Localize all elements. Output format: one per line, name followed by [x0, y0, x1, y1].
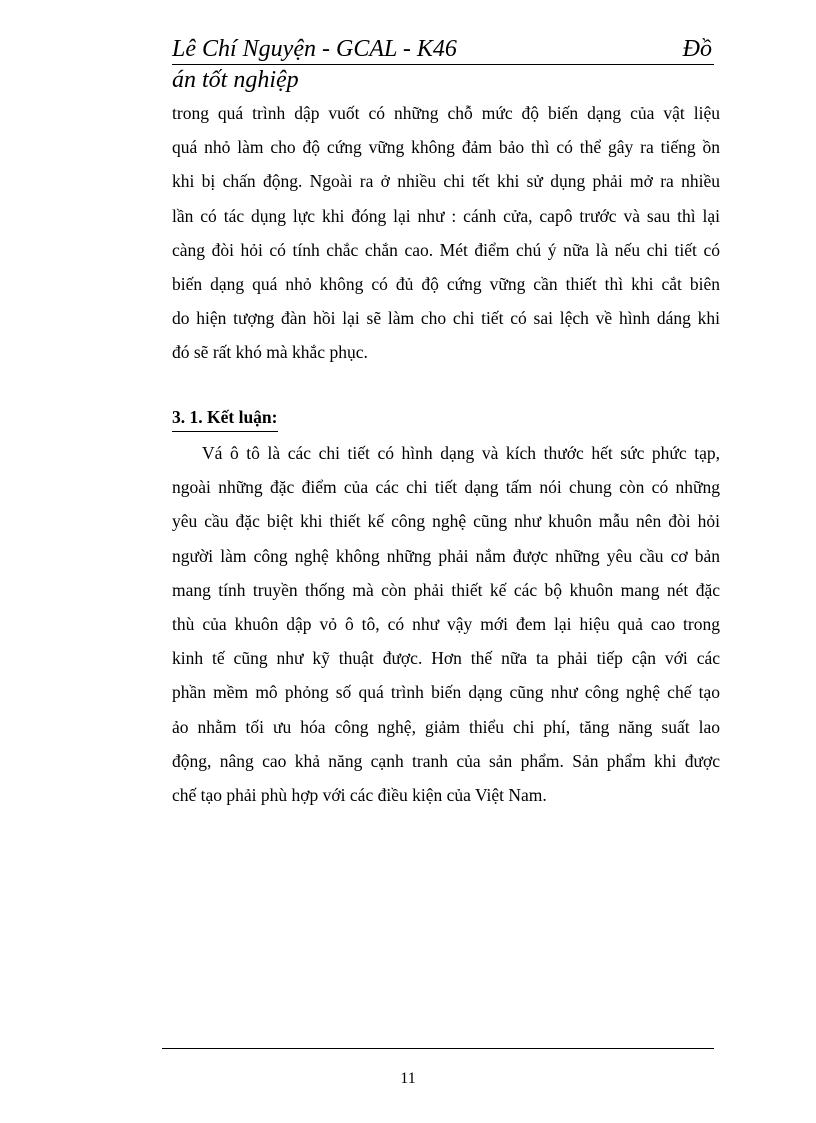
paragraph-line: Vá ô tô là các chi tiết có hình dạng và kích thước hết sức phức tạp, [202, 443, 720, 463]
paragraph-line: ngoài những đặc điểm của các chi tiết dạng tấm nói chung còn có những [172, 477, 720, 498]
page-number: 11 [400, 1070, 416, 1087]
paragraph-line: động, nâng cao khả năng cạnh tranh của sản phẩm. Sản phẩm khi được [172, 750, 720, 771]
paragraph-line: lần có tác dụng lực khi đóng lại như : cánh cửa, capô trước và sau thì lại [172, 205, 720, 226]
header-author: Lê Chí Nguyện - GCAL - K46 [172, 36, 457, 62]
paragraph-line: phần mềm mô phỏng số quá trình biến dạng cũng như công nghệ chế tạo [172, 682, 720, 703]
paragraph-line: càng đòi hỏi có tính chắc chắn cao. Mét điểm chú ý nữa là nếu chi tiết có [172, 239, 720, 260]
section-heading: 3. 1. Kết luận: [172, 400, 278, 432]
paragraph-line: ảo nhằm tối ưu hóa công nghệ, giảm thiểu chi phí, tăng năng suất lao [172, 716, 720, 737]
paragraph-line: khi bị chấn động. Ngoài ra ở nhiều chi tết khi sử dụng phải mở ra nhiều [172, 171, 720, 192]
paragraph-1 [172, 96, 720, 370]
paragraph-line: người làm công nghệ không những phải nắm được những yêu cầu cơ bản [172, 545, 720, 566]
paragraph-line: biến dạng quá nhỏ không có đủ độ cứng vững cần thiết thì khi cắt biên [172, 273, 720, 294]
header-title-start: Đồ [682, 36, 712, 62]
header-title-end: án tốt nghiệp [172, 67, 299, 93]
paragraph-line: kinh tế cũng như kỹ thuật được. Hơn thế nữa ta phải tiếp cận với các [172, 648, 720, 669]
paragraph-line: quá nhỏ làm cho độ cứng vững không đảm bảo thì có thể gây ra tiếng ồn [172, 137, 720, 158]
paragraph-line: mang tính truyền thống mà còn phải thiết kế các bộ khuôn mang nét đặc [172, 579, 720, 600]
paragraph-line: thù của khuôn dập vỏ ô tô, có như vậy mới đem lại hiệu quả cao trong [172, 613, 720, 634]
paragraph-line: chế tạo phải phù hợp với các điều kiện của Việt Nam. [172, 784, 547, 805]
paragraph-line: đó sẽ rất khó mà khắc phục. [172, 342, 368, 363]
header-line-1 [172, 34, 714, 65]
paragraph-line: do hiện tượng đàn hồi lại sẽ làm cho chi tiết có sai lệch về hình dáng khi [172, 308, 720, 329]
page-header [172, 34, 714, 95]
paragraph-2 [172, 436, 720, 812]
paragraph-line: yêu cầu đặc biệt khi thiết kế công nghệ cũng như khuôn mẫu nên đòi hỏi [172, 511, 720, 532]
footer-divider [162, 1048, 714, 1049]
paragraph-line: trong quá trình dập vuốt có những chỗ mức độ biến dạng của vật liệu [172, 103, 720, 123]
